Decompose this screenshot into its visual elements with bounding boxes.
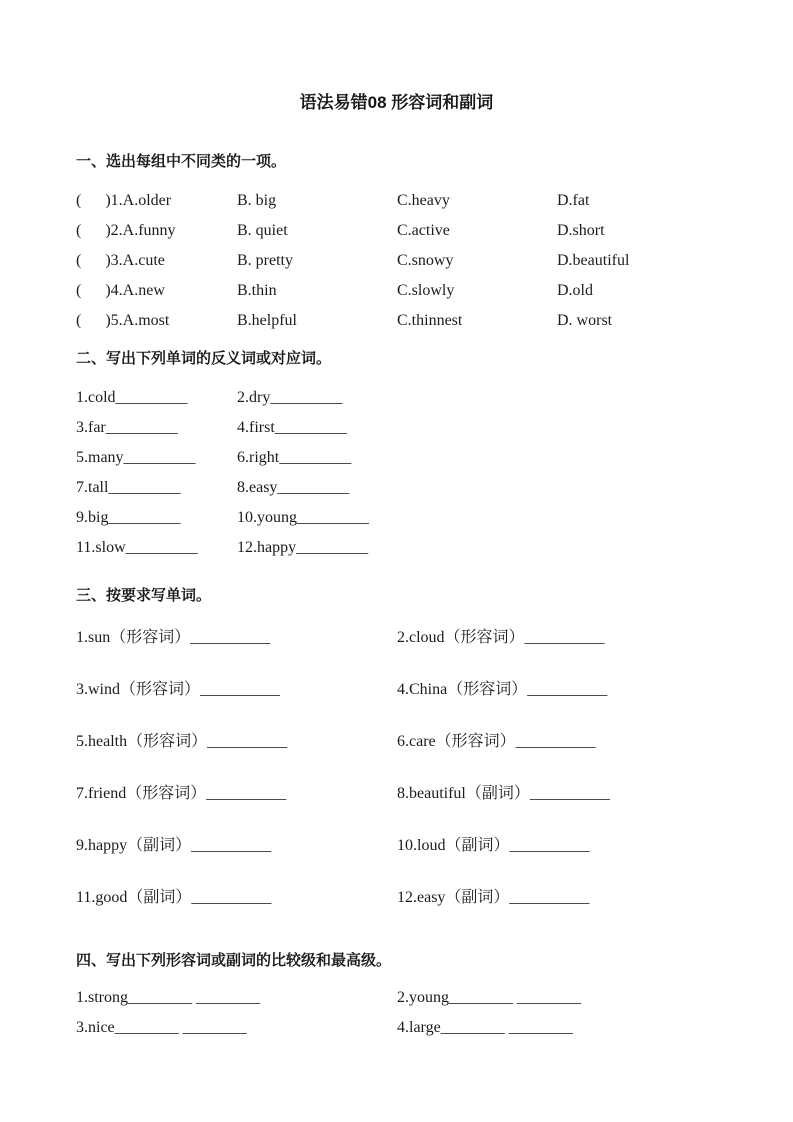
mc-option-b: B. quiet: [237, 222, 288, 239]
fill-item: 4.first_________: [237, 419, 347, 436]
antonym-row: [76, 383, 773, 413]
mc-option-a: ( )4.A.new: [76, 282, 165, 299]
mc-option-a: ( )5.A.most: [76, 312, 170, 329]
mc-question-row: [76, 276, 773, 306]
fill-item: 2.cloud（形容词）__________: [397, 629, 605, 646]
mc-option-b: B. big: [237, 192, 277, 209]
fill-item: 11.good（副词）__________: [76, 889, 272, 906]
mc-question-row: [76, 306, 773, 336]
fill-item: 5.many_________: [76, 449, 196, 466]
antonym-row: [76, 533, 773, 563]
page-title: 语法易错08 形容词和副词: [299, 93, 494, 112]
mc-question-row: [76, 216, 773, 246]
section-word-forms: [76, 585, 773, 924]
fill-item: 6.right_________: [237, 449, 352, 466]
mc-option-c: C.slowly: [397, 282, 455, 299]
section-three-heading: 三、按要求写单词。: [76, 587, 212, 604]
fill-item: 4.large________ ________: [397, 1019, 573, 1036]
fill-item: 5.health（形容词）__________: [76, 733, 288, 750]
fill-item: 1.strong________ ________: [76, 989, 260, 1006]
fill-item: 2.dry_________: [237, 389, 343, 406]
mc-option-d: D.beautiful: [557, 252, 630, 269]
fill-item: 9.big_________: [76, 509, 181, 526]
mc-option-c: C.snowy: [397, 252, 454, 269]
section-comparatives: [76, 950, 773, 1043]
fill-item: 12.easy（副词）__________: [397, 889, 590, 906]
mc-question-row: [76, 246, 773, 276]
word-form-row: [76, 612, 773, 664]
mc-option-b: B.thin: [237, 282, 277, 299]
mc-option-c: C.heavy: [397, 192, 450, 209]
comparative-row: [76, 1013, 773, 1043]
section-antonyms: [76, 348, 773, 563]
fill-item: 12.happy_________: [237, 539, 369, 556]
fill-item: 10.young_________: [237, 509, 369, 526]
mc-rows: [76, 186, 773, 336]
fill-item: 1.cold_________: [76, 389, 188, 406]
fill-item: 8.easy_________: [237, 479, 350, 496]
mc-option-b: B.helpful: [237, 312, 297, 329]
mc-option-d: D.short: [557, 222, 605, 239]
mc-option-b: B. pretty: [237, 252, 293, 269]
fill-item: 10.loud（副词）__________: [397, 837, 590, 854]
section-odd-one-out: [76, 151, 773, 336]
fill-item: 6.care（形容词）__________: [397, 733, 596, 750]
mc-option-c: C.active: [397, 222, 450, 239]
mc-option-a: ( )2.A.funny: [76, 222, 176, 239]
word-form-row: [76, 664, 773, 716]
fill-item: 3.nice________ ________: [76, 1019, 247, 1036]
mc-option-a: ( )3.A.cute: [76, 252, 165, 269]
fill-item: 9.happy（副词）__________: [76, 837, 272, 854]
fill-item: 7.tall_________: [76, 479, 181, 496]
comparative-row: [76, 983, 773, 1013]
antonym-row: [76, 473, 773, 503]
antonym-row: [76, 413, 773, 443]
fill-item: 3.wind（形容词）__________: [76, 681, 281, 698]
fill-item: 4.China（形容词）__________: [397, 681, 608, 698]
antonym-rows: [76, 383, 773, 563]
mc-option-d: D.old: [557, 282, 593, 299]
antonym-row: [76, 443, 773, 473]
mc-option-d: D.fat: [557, 192, 590, 209]
word-form-row: [76, 768, 773, 820]
fill-item: 3.far_________: [76, 419, 178, 436]
word-form-row: [76, 872, 773, 924]
fill-item: 8.beautiful（副词）__________: [397, 785, 610, 802]
fill-item: 11.slow_________: [76, 539, 198, 556]
word-form-row: [76, 716, 773, 768]
mc-question-row: [76, 186, 773, 216]
antonym-row: [76, 503, 773, 533]
fill-item: 2.young________ ________: [397, 989, 581, 1006]
word-form-row: [76, 820, 773, 872]
section-four-heading: 四、写出下列形容词或副词的比较级和最高级。: [76, 952, 392, 969]
comparative-rows: [76, 983, 773, 1043]
mc-option-a: ( )1.A.older: [76, 192, 172, 209]
section-one-heading: 一、选出每组中不同类的一项。: [76, 153, 287, 170]
section-two-heading: 二、写出下列单词的反义词或对应词。: [76, 350, 332, 367]
mc-option-c: C.thinnest: [397, 312, 463, 329]
fill-item: 7.friend（形容词）__________: [76, 785, 287, 802]
fill-item: 1.sun（形容词）__________: [76, 629, 271, 646]
mc-option-d: D. worst: [557, 312, 613, 329]
word-form-rows: [76, 612, 773, 924]
